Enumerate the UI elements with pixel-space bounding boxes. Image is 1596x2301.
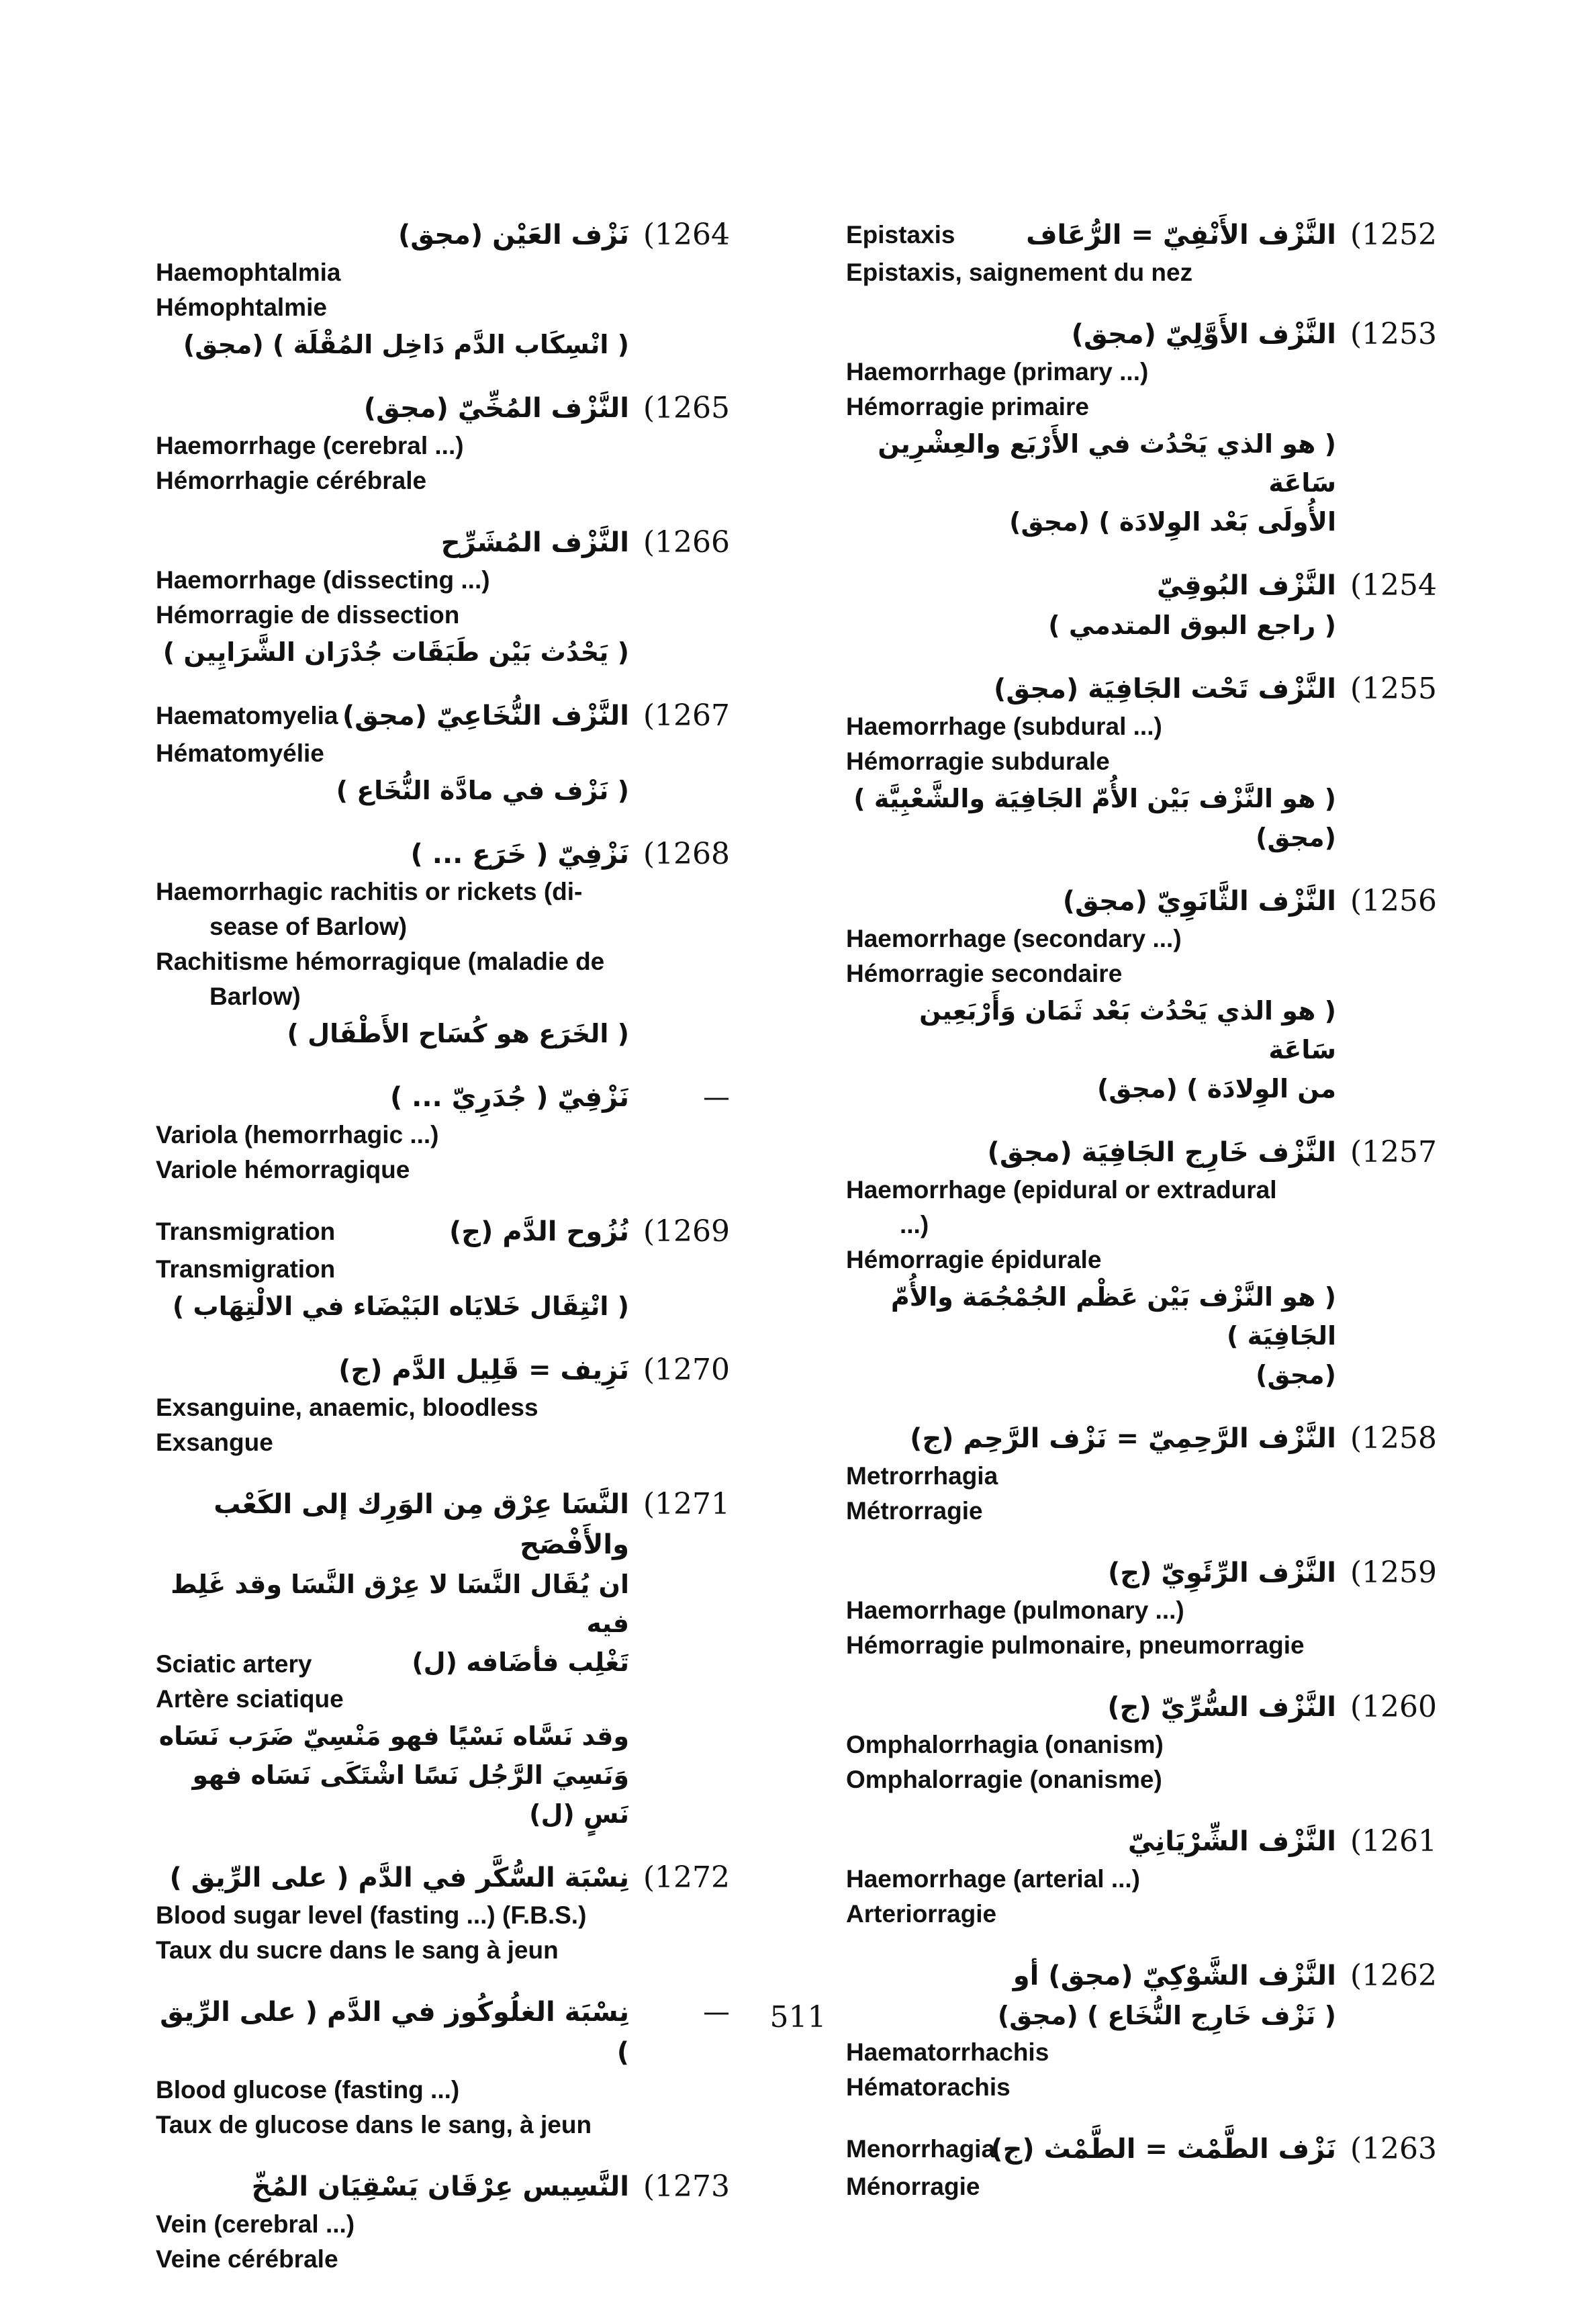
english-term: Blood glucose (fasting ...) bbox=[156, 2076, 460, 2104]
right-column bbox=[846, 215, 1437, 2228]
arabic-definition: وقد نَسَّاه نَسْيًا فهو مَنْسِيّ ضَرَب نَسَاه bbox=[158, 1721, 629, 1751]
arabic-definition: وَنَسِيَ الرَّجُل نَسًا اشْتَكَى نَسَاه فهو نَسٍ (ل) bbox=[192, 1760, 629, 1829]
french-term: Taux de glucose dans le sang, à jeun bbox=[156, 2111, 592, 2138]
arabic-term: النَّزْف الأَوَّلِيّ (مجق) bbox=[1071, 319, 1336, 350]
entry-1258 bbox=[846, 1418, 1437, 1529]
french-term: Veine cérébrale bbox=[156, 2245, 338, 2273]
arabic-term: النَّزْف الأَنْفِيّ = الرُّعَاف bbox=[1026, 220, 1336, 251]
entry-1259 bbox=[846, 1553, 1437, 1663]
arabic-term: نِسْبَة السُّكَّر في الدَّم ( على الرِّيق ) bbox=[169, 1862, 629, 1893]
entry-1263 bbox=[846, 2129, 1437, 2204]
entry-number: (1269 bbox=[643, 1214, 730, 1249]
entry-number: (1259 bbox=[1350, 1555, 1437, 1590]
english-term: Exsanguine, anaemic, bloodless bbox=[156, 1394, 538, 1421]
entry-1256 bbox=[846, 881, 1437, 1108]
entry-number: (1272 bbox=[643, 1860, 730, 1895]
french-term: Hématomyélie bbox=[156, 739, 324, 767]
left-column bbox=[156, 215, 730, 2301]
arabic-definition: من الوِلادَة ) (مجق) bbox=[1096, 1074, 1336, 1103]
entry-number: (1254 bbox=[1350, 568, 1437, 602]
entry-number: (1270 bbox=[643, 1353, 730, 1387]
arabic-definition: ( هو الذي يَحْدُث بَعْد ثَمَان وَأَرْبَعِين سَاعَة bbox=[919, 996, 1336, 1065]
entry-number: (1271 bbox=[643, 1487, 730, 1521]
entry-1267 bbox=[156, 696, 730, 810]
entry-number: (1258 bbox=[1350, 1421, 1437, 1455]
arabic-definition: ( نَزْف في مادَّة النُّخَاع ) bbox=[336, 776, 629, 805]
french-term: Hématorachis bbox=[846, 2073, 1011, 2101]
entry-number: — bbox=[703, 1082, 730, 1113]
arabic-term: نُزُوح الدَّم (ج) bbox=[449, 1216, 629, 1247]
entry-1255 bbox=[846, 669, 1437, 857]
entry-number: (1253 bbox=[1350, 317, 1437, 351]
entry-1271 bbox=[156, 1484, 730, 1834]
arabic-term: النَّزْف الثَّانَوِيّ (مجق) bbox=[1062, 886, 1336, 917]
arabic-term: نَزْف الطَّمْث = الطَّمْث (ج) bbox=[990, 2134, 1336, 2165]
entry-number: (1257 bbox=[1350, 1135, 1437, 1169]
arabic-term: النَّزْف الرِّئَوِيّ (ج) bbox=[1107, 1558, 1336, 1588]
french-term: Epistaxis, saignement du nez bbox=[846, 259, 1193, 286]
arabic-term: النَّسَا عِرْق مِن الوَرِك إلى الكَعْب والأَفْصَح bbox=[214, 1489, 629, 1560]
french-term: Hémorragie secondaire bbox=[846, 960, 1123, 987]
english-term: Epistaxis bbox=[846, 221, 955, 249]
french-term: Taux du sucre dans le sang à jeun bbox=[156, 1936, 559, 1964]
entry-number: (1252 bbox=[1350, 218, 1437, 252]
arabic-definition: ان يُقَال النَّسَا لا عِرْق النَّسَا وقد غَلِط فيه bbox=[171, 1570, 629, 1638]
arabic-definition: تَغْلِب فأضَافه (ل) bbox=[412, 1648, 629, 1677]
arabic-term: النَّزْف الشَّوْكِيّ (مجق) أو bbox=[1013, 1960, 1336, 1991]
arabic-definition: ( هو النَّزْف بَيْن الأُمّ الجَافِيَة والشَّعْبِيَّة ) bbox=[853, 784, 1336, 813]
french-term: Artère sciatique bbox=[156, 1685, 344, 1713]
french-term: Exsangue bbox=[156, 1429, 273, 1456]
english-term: Variola (hemorrhagic ...) bbox=[156, 1121, 439, 1148]
french-term: Variole hémorragique bbox=[156, 1156, 410, 1183]
english-term: Haemorrhage (secondary ...) bbox=[846, 925, 1182, 952]
french-term: Hémorragie de dissection bbox=[156, 601, 460, 629]
arabic-term: النَّزْف البُوقِيّ bbox=[1156, 570, 1336, 601]
english-term: Haemorrhage (primary ...) bbox=[846, 358, 1149, 386]
english-term: Menorrhagia bbox=[846, 2135, 996, 2163]
english-term: Vein (cerebral ...) bbox=[156, 2210, 355, 2238]
french-term: Hémorrhagie cérébrale bbox=[156, 467, 427, 494]
arabic-definition: ( انْسِكَاب الدَّم دَاخِل المُقْلَة ) (مجق) bbox=[183, 330, 629, 359]
arabic-term: النَّزْف السُّرِّيّ (ج) bbox=[1107, 1692, 1336, 1723]
entry-number: (1266 bbox=[643, 525, 730, 559]
entry-number: (1264 bbox=[643, 218, 730, 252]
english-term: Haemorrhage (subdural ...) bbox=[846, 713, 1162, 740]
entry-number: (1261 bbox=[1350, 1824, 1437, 1858]
french-term: Transmigration bbox=[156, 1255, 336, 1283]
english-term-cont: sease of Barlow) bbox=[209, 913, 408, 940]
entry-number: (1260 bbox=[1350, 1690, 1437, 1724]
entry-1269 bbox=[156, 1212, 730, 1326]
french-term: Rachitisme hémorragique (maladie de bbox=[156, 948, 605, 975]
entry-1261 bbox=[846, 1821, 1437, 1932]
entry-1272 bbox=[156, 1858, 730, 1968]
arabic-term: النَّزْف المُخِّيّ (مجق) bbox=[363, 393, 629, 424]
arabic-term: نَزْفِيّ ( خَرَع ... ) bbox=[410, 839, 629, 870]
arabic-term: نَزْفِيّ ( جُدَرِيّ ... ) bbox=[389, 1082, 629, 1113]
arabic-definition: ( نَزْف خَارِج النُّخَاع ) (مجق) bbox=[997, 2001, 1336, 2030]
entry-1260 bbox=[846, 1687, 1437, 1797]
entry-number: (1262 bbox=[1350, 1958, 1437, 1993]
arabic-definition: الأُولَى بَعْد الوِلادَة ) (مجق) bbox=[1009, 507, 1336, 537]
entry-1270 bbox=[156, 1350, 730, 1460]
english-term: Haemorrhage (arterial ...) bbox=[846, 1865, 1140, 1893]
french-term: Hémorragie primaire bbox=[846, 393, 1089, 420]
entry-1266 bbox=[156, 523, 730, 672]
arabic-term: نَزِيف = قَلِيل الدَّم (ج) bbox=[338, 1355, 629, 1386]
arabic-term: نَزْف العَيْن (مجق) bbox=[397, 220, 629, 251]
english-term: Haematorrhachis bbox=[846, 2038, 1049, 2066]
page-number: 511 bbox=[769, 2000, 827, 2034]
english-term: Blood sugar level (fasting ...) (F.B.S.) bbox=[156, 1901, 587, 1929]
entry-number: (1268 bbox=[643, 837, 730, 871]
entry-1265 bbox=[156, 388, 730, 498]
arabic-term: النَّزْف الشِّرْيَانِيّ bbox=[1127, 1826, 1336, 1857]
arabic-term: النَّزْف الرَّحِمِيّ = نَزْف الرَّحِم (ج) bbox=[910, 1423, 1336, 1454]
english-term: Haemorrhage (cerebral ...) bbox=[156, 432, 464, 459]
english-term: Haemorrhage (pulmonary ...) bbox=[846, 1596, 1184, 1624]
arabic-definition: ( هو الذي يَحْدُث في الأَرْبَع والعِشْرِين سَاعَة bbox=[878, 429, 1336, 498]
english-term: Transmigration bbox=[156, 1218, 336, 1245]
entry-number: (1265 bbox=[643, 391, 730, 425]
entry-number: (1263 bbox=[1350, 2132, 1437, 2166]
english-term-cont: ...) bbox=[900, 1211, 929, 1238]
arabic-term: نِسْبَة الغلُوكُوز في الدَّم ( على الرِّيق ) bbox=[160, 1997, 629, 2068]
english-term: Haemorrhagic rachitis or rickets (di- bbox=[156, 878, 583, 905]
french-term: Hémorragie subdurale bbox=[846, 748, 1110, 775]
entry-1268 bbox=[156, 834, 730, 1053]
arabic-definition: (مجق) bbox=[1256, 1360, 1336, 1390]
arabic-definition: (مجق) bbox=[1256, 823, 1336, 852]
entry-number: (1267 bbox=[643, 698, 730, 733]
entry-1264 bbox=[156, 215, 730, 364]
entry-number: (1256 bbox=[1350, 884, 1437, 918]
entry-1273 bbox=[156, 2167, 730, 2277]
arabic-term: النَّزْف النُّخَاعِيّ (مجق) bbox=[342, 701, 629, 731]
entry-number: (1255 bbox=[1350, 672, 1437, 706]
french-term: Ménorragie bbox=[846, 2173, 980, 2200]
french-term: Omphalorragie (onanisme) bbox=[846, 1766, 1162, 1793]
entry-number: — bbox=[703, 1997, 730, 2028]
english-term: Haemophtalmia bbox=[156, 259, 341, 286]
arabic-term: النَّزْف تَحْت الجَافِيَة (مجق) bbox=[994, 674, 1336, 705]
french-term: Hémorragie épidurale bbox=[846, 1246, 1102, 1273]
arabic-definition: ( الخَرَع هو كُسَاح الأَطْفَال ) bbox=[287, 1019, 629, 1048]
arabic-term: النَّزْف المُشَرِّح bbox=[440, 527, 629, 558]
entry-1253 bbox=[846, 314, 1437, 541]
english-term: Haemorrhage (epidural or extradural bbox=[846, 1176, 1277, 1204]
french-term-cont: Barlow) bbox=[209, 983, 301, 1010]
english-term: Sciatic artery bbox=[156, 1650, 312, 1678]
entry-1254 bbox=[846, 566, 1437, 645]
entry-1252 bbox=[846, 215, 1437, 290]
french-term: Hémorragie pulmonaire, pneumorragie bbox=[846, 1631, 1305, 1659]
french-term: Métrorragie bbox=[846, 1497, 983, 1525]
entry-number: (1273 bbox=[643, 2169, 730, 2204]
arabic-definition: ( يَحْدُث بَيْن طَبَقَات جُدْرَان الشَّرَايِين ) bbox=[162, 637, 629, 667]
arabic-definition: ( انْتِقَال خَلايَاه البَيْضَاء في الالْتِهَاب ) bbox=[172, 1292, 629, 1321]
english-term: Haemorrhage (dissecting ...) bbox=[156, 566, 490, 594]
entry-1257 bbox=[846, 1132, 1437, 1394]
entry-1268-variant bbox=[156, 1077, 730, 1187]
english-term: Metrorrhagia bbox=[846, 1462, 998, 1490]
english-term: Haematomyelia bbox=[156, 702, 338, 729]
french-term: Hémophtalmie bbox=[156, 294, 327, 321]
english-term: Omphalorrhagia (onanism) bbox=[846, 1731, 1164, 1758]
arabic-term: النَّزْف خَارِج الجَافِيَة (مجق) bbox=[987, 1137, 1336, 1168]
arabic-definition: ( راجع البوق المتدمي ) bbox=[1048, 611, 1336, 640]
french-term: Arteriorragie bbox=[846, 1900, 997, 1928]
arabic-term: النَّسِيس عِرْقَان يَسْقِيَان المُخّ bbox=[251, 2171, 629, 2202]
arabic-definition: ( هو النَّزْف بَيْن عَظْم الجُمْجُمَة والأُمّ الجَافِيَة ) bbox=[890, 1282, 1336, 1351]
